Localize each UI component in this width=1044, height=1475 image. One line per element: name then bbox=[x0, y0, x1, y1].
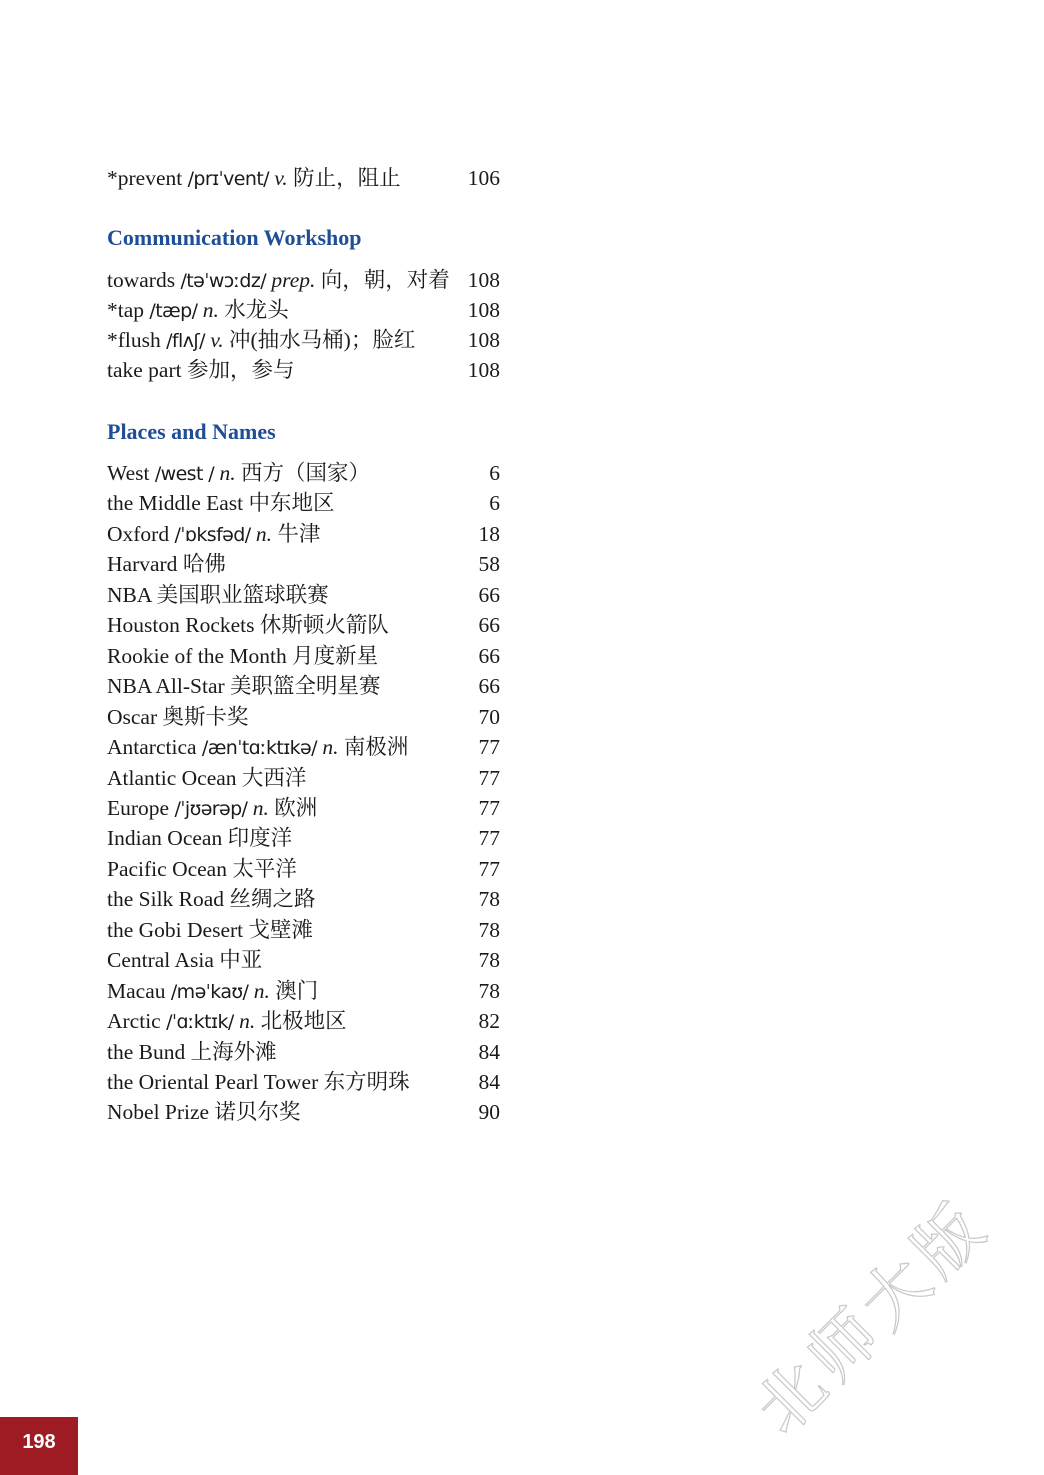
entry-page: 84 bbox=[478, 1039, 500, 1064]
publisher-watermark: 北师大版 bbox=[740, 1184, 1005, 1449]
entry-meaning: 上海外滩 bbox=[190, 1039, 277, 1064]
entry-term bbox=[107, 610, 389, 640]
entry-meaning: 防止，阻止 bbox=[293, 166, 401, 190]
entry-word: take part bbox=[107, 358, 182, 382]
entry-page: 6 bbox=[489, 491, 500, 516]
entry-meaning: 丝绸之路 bbox=[229, 887, 316, 912]
entry-term bbox=[107, 976, 318, 1007]
entry-meaning: 太平洋 bbox=[232, 856, 297, 881]
entry-page: 58 bbox=[478, 552, 500, 577]
entry-meaning: 中东地区 bbox=[248, 491, 335, 516]
entry-meaning: 牛津 bbox=[277, 521, 321, 546]
entry-page: 77 bbox=[478, 735, 500, 759]
entry-pos: v. bbox=[274, 166, 288, 190]
vocab-entry bbox=[107, 702, 500, 732]
vocab-entry bbox=[107, 488, 500, 518]
entry-term bbox=[107, 854, 297, 884]
entry-phonetic: /flʌʃ/ bbox=[166, 330, 205, 352]
vocab-entry bbox=[107, 163, 500, 193]
entry-word: NBA bbox=[107, 582, 152, 607]
vocab-entry bbox=[107, 1097, 500, 1127]
vocab-entry bbox=[107, 1067, 500, 1097]
entry-phonetic: /təˈwɔːdz/ bbox=[180, 270, 267, 292]
entry-term bbox=[107, 265, 450, 296]
entry-phonetic: /ˈɑːktɪk/ bbox=[166, 1011, 234, 1034]
entry-meaning: 参加，参与 bbox=[187, 358, 295, 382]
vocab-entry bbox=[107, 976, 500, 1006]
entry-meaning: 诺贝尔奖 bbox=[214, 1100, 301, 1125]
vocab-entry bbox=[107, 1037, 500, 1067]
entry-word: the Bund bbox=[107, 1039, 186, 1064]
entry-pos: n. bbox=[253, 978, 270, 1003]
entry-word: Houston Rockets bbox=[107, 613, 255, 638]
vocab-entry bbox=[107, 641, 500, 671]
entry-meaning: 水龙头 bbox=[224, 298, 289, 322]
entry-word: Antarctica bbox=[107, 735, 197, 759]
entry-page: 66 bbox=[478, 643, 500, 668]
entry-meaning: 西方（国家） bbox=[240, 461, 370, 485]
entry-word: the Gobi Desert bbox=[107, 917, 244, 942]
entry-page: 6 bbox=[489, 461, 500, 485]
section-heading-communication-workshop: Communication Workshop bbox=[107, 225, 362, 250]
entry-term bbox=[107, 915, 313, 945]
vocab-entry bbox=[107, 884, 500, 914]
entry-page: 84 bbox=[478, 1070, 500, 1094]
vocab-entry bbox=[107, 1006, 500, 1036]
vocab-entry bbox=[107, 915, 500, 945]
entry-word: Pacific Ocean bbox=[107, 856, 227, 881]
entry-page: 90 bbox=[478, 1100, 500, 1125]
entry-term bbox=[107, 1067, 410, 1097]
entry-term bbox=[107, 641, 378, 671]
entry-term bbox=[107, 295, 289, 326]
entry-page: 78 bbox=[478, 917, 500, 942]
entry-term bbox=[107, 763, 306, 793]
entry-page: 77 bbox=[478, 796, 500, 820]
entry-meaning: 冲(抽水马桶)；脸红 bbox=[229, 328, 416, 352]
entry-term bbox=[107, 702, 249, 732]
vocab-entry bbox=[107, 610, 500, 640]
entry-phonetic: /ˈɒksfəd/ bbox=[174, 523, 251, 546]
entry-page: 77 bbox=[478, 826, 500, 851]
entry-term bbox=[107, 671, 381, 701]
vocab-entry bbox=[107, 763, 500, 793]
vocab-entry bbox=[107, 549, 500, 579]
page-number: 198 bbox=[22, 1431, 56, 1453]
entry-term bbox=[107, 823, 292, 853]
entry-word: *tap bbox=[107, 298, 145, 322]
entry-word: Central Asia bbox=[107, 948, 214, 973]
entry-meaning: 澳门 bbox=[275, 978, 319, 1003]
vocab-entry bbox=[107, 732, 500, 762]
entry-meaning: 戈壁滩 bbox=[248, 917, 314, 942]
entry-pos: n. bbox=[202, 298, 219, 322]
vocab-entry bbox=[107, 325, 500, 355]
entry-meaning: 休斯顿火箭队 bbox=[259, 613, 389, 638]
entry-word: Atlantic Ocean bbox=[107, 765, 237, 790]
entry-page: 77 bbox=[478, 856, 500, 881]
entry-word: the Silk Road bbox=[107, 887, 225, 912]
entry-page: 108 bbox=[467, 328, 500, 352]
vocab-entry bbox=[107, 295, 500, 325]
entry-word: Oxford bbox=[107, 521, 170, 546]
entry-term bbox=[107, 163, 401, 194]
vocab-entry bbox=[107, 854, 500, 884]
entry-page: 66 bbox=[478, 582, 500, 607]
entry-meaning: 南极洲 bbox=[343, 735, 409, 759]
entry-meaning: 奥斯卡奖 bbox=[162, 704, 249, 729]
entry-word: Harvard bbox=[107, 552, 178, 577]
entry-word: Europe bbox=[107, 796, 170, 820]
entry-term bbox=[107, 325, 415, 356]
entry-meaning: 欧洲 bbox=[274, 796, 318, 820]
entry-phonetic: /ænˈtɑːktɪkə/ bbox=[201, 737, 317, 759]
entry-page: 78 bbox=[478, 887, 500, 912]
entry-meaning: 大西洋 bbox=[241, 765, 307, 790]
entry-pos: v. bbox=[210, 328, 224, 352]
entry-term bbox=[107, 1037, 277, 1067]
entry-word: West bbox=[107, 461, 150, 485]
entry-phonetic: /prɪˈvent/ bbox=[187, 168, 269, 190]
entry-word: *flush bbox=[107, 328, 161, 352]
vocab-entry bbox=[107, 793, 500, 823]
entry-term bbox=[107, 1006, 347, 1037]
entry-word: Nobel Prize bbox=[107, 1100, 210, 1125]
entry-page: 70 bbox=[478, 704, 500, 729]
entry-term bbox=[107, 793, 317, 824]
entry-word: NBA All-Star bbox=[107, 674, 225, 699]
vocab-entry bbox=[107, 519, 500, 549]
entry-phonetic: /məˈkaʊ/ bbox=[170, 980, 249, 1003]
vocab-entry bbox=[107, 458, 500, 488]
entry-meaning: 北极地区 bbox=[260, 1009, 347, 1034]
entry-term bbox=[107, 884, 315, 914]
entry-page: 108 bbox=[467, 298, 500, 322]
entry-meaning: 月度新星 bbox=[292, 643, 379, 668]
entry-phonetic: /ˈjʊərəp/ bbox=[174, 798, 248, 820]
entry-term bbox=[107, 488, 335, 518]
entry-meaning: 向，朝，对着 bbox=[320, 268, 450, 292]
entry-word: Rookie of the Month bbox=[107, 643, 287, 668]
entry-word: *prevent bbox=[107, 166, 183, 190]
entry-phonetic: /west / bbox=[154, 463, 215, 485]
entry-word: Indian Ocean bbox=[107, 826, 223, 851]
entry-meaning: 美国职业篮球联赛 bbox=[156, 582, 329, 607]
entry-pos: n. bbox=[322, 735, 339, 759]
entry-meaning: 东方明珠 bbox=[323, 1070, 410, 1094]
entry-page: 18 bbox=[478, 521, 500, 546]
entry-term bbox=[107, 732, 408, 763]
entry-term bbox=[107, 1097, 300, 1127]
entry-pos: n. bbox=[255, 521, 273, 546]
section-heading-places-and-names: Places and Names bbox=[107, 419, 276, 444]
entry-pos: n. bbox=[239, 1009, 256, 1034]
entry-word: Macau bbox=[107, 978, 166, 1003]
entry-page: 78 bbox=[478, 948, 500, 973]
entry-page: 108 bbox=[467, 268, 500, 292]
entry-page: 66 bbox=[478, 613, 500, 638]
entry-word: the Oriental Pearl Tower bbox=[107, 1070, 319, 1094]
entry-word: Oscar bbox=[107, 704, 158, 729]
vocab-entry bbox=[107, 265, 500, 295]
entry-page: 108 bbox=[467, 358, 500, 382]
vocab-entry bbox=[107, 945, 500, 975]
entry-meaning: 印度洋 bbox=[227, 826, 293, 851]
entry-page: 66 bbox=[478, 674, 500, 699]
vocab-entry bbox=[107, 580, 500, 610]
entry-term bbox=[107, 355, 295, 385]
entry-term bbox=[107, 549, 226, 579]
vocab-entry bbox=[107, 355, 500, 385]
entry-term bbox=[107, 519, 320, 550]
entry-pos: prep. bbox=[271, 268, 316, 292]
entry-page: 82 bbox=[478, 1009, 500, 1034]
entry-page: 78 bbox=[478, 978, 500, 1003]
entry-pos: n. bbox=[219, 461, 236, 485]
entry-term bbox=[107, 945, 262, 975]
entry-phonetic: /tæp/ bbox=[149, 300, 198, 322]
entry-meaning: 美职篮全明星赛 bbox=[230, 674, 381, 699]
vocab-entry bbox=[107, 823, 500, 853]
entry-page: 106 bbox=[467, 166, 500, 190]
entry-term bbox=[107, 458, 370, 489]
entry-pos: n. bbox=[252, 796, 269, 820]
entry-term bbox=[107, 580, 329, 610]
entry-page: 77 bbox=[478, 765, 500, 790]
entry-meaning: 哈佛 bbox=[182, 552, 226, 577]
entry-word: towards bbox=[107, 268, 176, 292]
page-number-badge bbox=[0, 1417, 78, 1475]
entry-word: Arctic bbox=[107, 1009, 161, 1034]
vocab-entry bbox=[107, 671, 500, 701]
entry-meaning: 中亚 bbox=[219, 948, 263, 973]
entry-word: the Middle East bbox=[107, 491, 244, 516]
